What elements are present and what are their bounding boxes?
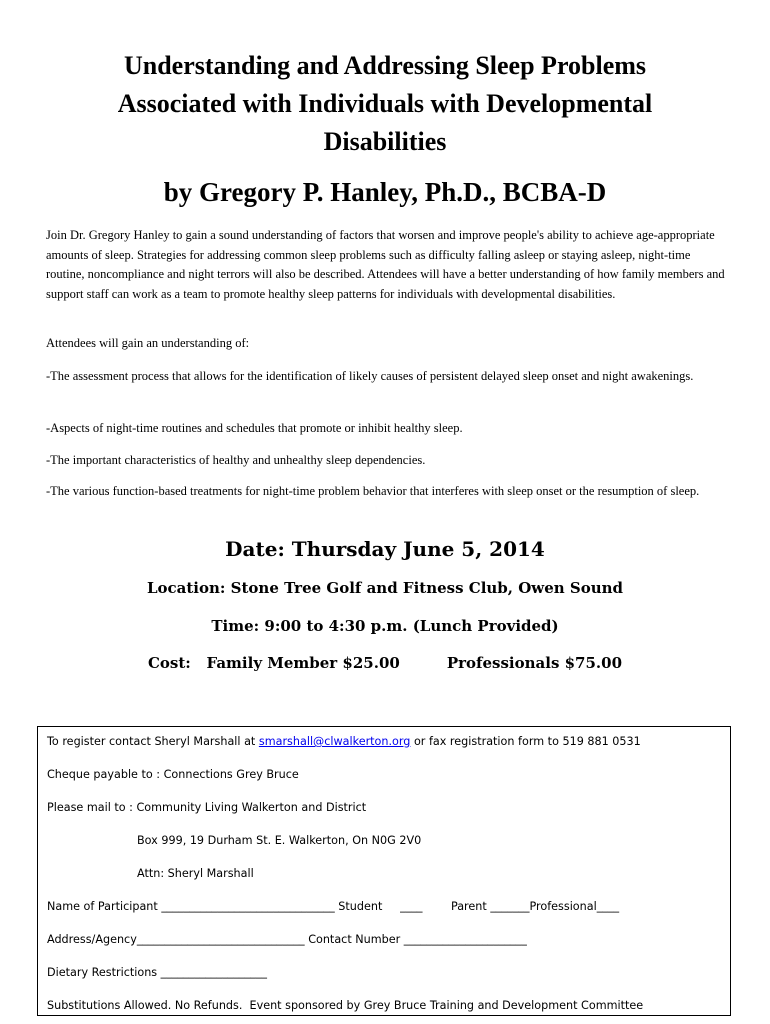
event-location: Location: Stone Tree Golf and Fitness Club, Owen Sound xyxy=(146,579,624,597)
register-contact-line xyxy=(47,734,641,750)
bullet-routines: -Aspects of night-time routines and schedules that promote or inhibit healthy sleep. xyxy=(46,421,463,435)
participant-field-line: Name of Participant _______________________________ Student ____ Parent _______Professional____ xyxy=(47,900,620,913)
cheque-payable-line: Cheque payable to : Connections Grey Bruce xyxy=(47,768,299,781)
attention-line: Attn: Sheryl Marshall xyxy=(137,867,254,880)
bullet-treatments: -The various function-based treatments for night-time problem behavior that interferes with sleep onset or the resumption of sleep. xyxy=(46,484,700,498)
registration-box xyxy=(37,726,731,1016)
footer-note: Substitutions Allowed. No Refunds. Event sponsored by Grey Bruce Training and Development Committee xyxy=(47,999,644,1012)
dietary-field-line: Dietary Restrictions ___________________ xyxy=(47,966,267,979)
mail-to-line: Please mail to : Community Living Walkerton and District xyxy=(47,801,367,814)
cost-professionals: Professionals $75.00 xyxy=(446,654,623,672)
document-title xyxy=(40,47,730,161)
learning-heading: Attendees will gain an understanding of: xyxy=(46,336,250,350)
contact-suffix: or fax registration form to 519 881 0531 xyxy=(410,735,641,748)
event-date: Date: Thursday June 5, 2014 xyxy=(225,537,545,561)
author-byline: by Gregory P. Hanley, Ph.D., BCBA-D xyxy=(163,177,607,207)
event-time: Time: 9:00 to 4:30 p.m. (Lunch Provided) xyxy=(211,617,559,635)
contact-prefix: To register contact Sheryl Marshall at xyxy=(47,735,259,748)
title-line-1: Understanding and Addressing Sleep Problems xyxy=(123,51,647,80)
email-link[interactable]: smarshall@clwalkerton.org xyxy=(258,735,411,748)
cost-label: Cost: xyxy=(147,654,191,672)
cost-family-member: Family Member $25.00 xyxy=(206,654,400,672)
bullet-assessment: -The assessment process that allows for the identification of likely causes of persistent delayed sleep onset and night awakenings. xyxy=(46,369,694,383)
address-agency-field-line: Address/Agency______________________________ Contact Number ______________________ xyxy=(47,933,527,946)
bullet-dependencies: -The important characteristics of healthy and unhealthy sleep dependencies. xyxy=(46,453,426,467)
event-cost xyxy=(40,652,730,674)
title-line-3: Disabilities xyxy=(323,127,447,156)
intro-paragraph: Join Dr. Gregory Hanley to gain a sound understanding of factors that worsen and improve people's ability to achieve age-appropriate amounts of sleep. Strategies for addressing common sleep problems such as difficulty falling asleep or staying asleep, night-time routine, noncompliance and night terrors will also be described. Attendees will have a better understanding of how family members and support staff can work as a team to promote healthy sleep patterns for individuals with developmental disabilities. xyxy=(46,228,725,301)
mail-address-line: Box 999, 19 Durham St. E. Walkerton, On N0G 2V0 xyxy=(137,834,422,847)
title-line-2: Associated with Individuals with Developmental xyxy=(117,89,653,118)
